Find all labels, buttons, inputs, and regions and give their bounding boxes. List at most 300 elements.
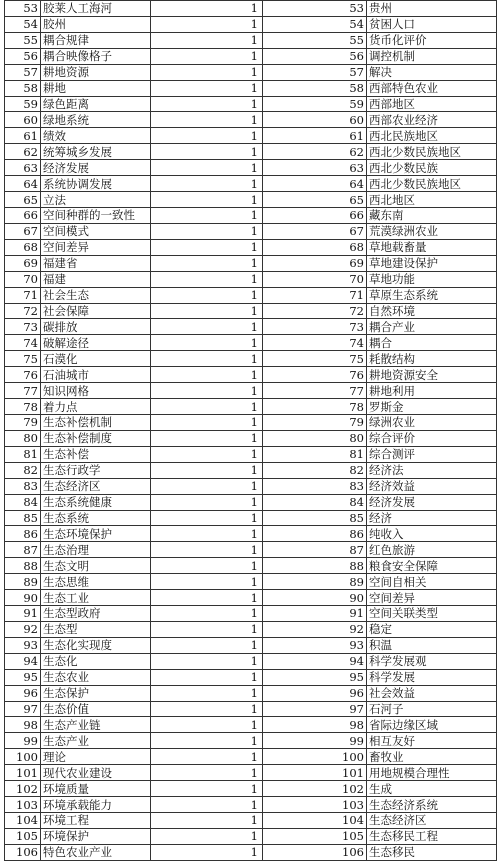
spreadsheet-sheet xyxy=(4,0,496,860)
keyword-right[interactable]: 省际边缘区域 xyxy=(367,717,497,733)
keyword-count[interactable]: 1 xyxy=(151,399,263,415)
keyword-right[interactable]: 西北民族地区 xyxy=(367,128,497,144)
row-index-right[interactable]: 80 xyxy=(263,430,367,446)
keyword-right[interactable]: 石河子 xyxy=(367,701,497,717)
keyword-count[interactable]: 1 xyxy=(151,112,263,128)
row-index-left[interactable]: 73 xyxy=(5,319,41,335)
row-index-left[interactable]: 79 xyxy=(5,414,41,430)
row-index-right[interactable]: 82 xyxy=(263,462,367,478)
row-index-left[interactable]: 90 xyxy=(5,590,41,606)
keyword-left[interactable]: 生态价值 xyxy=(41,701,151,717)
keyword-left[interactable]: 石漠化 xyxy=(41,351,151,367)
keyword-count[interactable]: 1 xyxy=(151,255,263,271)
row-index-right[interactable]: 76 xyxy=(263,367,367,383)
keyword-count[interactable]: 1 xyxy=(151,637,263,653)
keyword-left[interactable]: 耦合映像格子 xyxy=(41,48,151,64)
row-index-left[interactable]: 91 xyxy=(5,606,41,622)
row-index-left[interactable]: 82 xyxy=(5,462,41,478)
row-index-right[interactable]: 86 xyxy=(263,526,367,542)
keyword-left[interactable]: 绿色距离 xyxy=(41,96,151,112)
table-row xyxy=(5,701,497,717)
keyword-count[interactable]: 1 xyxy=(151,319,263,335)
keyword-count[interactable]: 1 xyxy=(151,207,263,223)
keyword-right[interactable]: 罗斯金 xyxy=(367,399,497,415)
table-row xyxy=(5,430,497,446)
row-index-left[interactable]: 88 xyxy=(5,558,41,574)
keyword-right[interactable]: 经济法 xyxy=(367,462,497,478)
row-index-left[interactable]: 102 xyxy=(5,781,41,797)
keyword-count[interactable]: 1 xyxy=(151,685,263,701)
row-index-right[interactable]: 84 xyxy=(263,494,367,510)
keyword-right[interactable]: 草原生态系统 xyxy=(367,287,497,303)
keyword-count[interactable]: 1 xyxy=(151,813,263,829)
row-index-left[interactable]: 54 xyxy=(5,16,41,32)
row-index-right[interactable]: 102 xyxy=(263,781,367,797)
keyword-left[interactable]: 生态环境保护 xyxy=(41,526,151,542)
row-index-right[interactable]: 60 xyxy=(263,112,367,128)
row-index-left[interactable]: 89 xyxy=(5,574,41,590)
row-index-left[interactable]: 62 xyxy=(5,144,41,160)
keyword-count[interactable]: 1 xyxy=(151,510,263,526)
keyword-right[interactable]: 生态移民 xyxy=(367,844,497,860)
keyword-right[interactable]: 西北少数民族 xyxy=(367,160,497,176)
row-index-right[interactable]: 105 xyxy=(263,828,367,844)
keyword-right[interactable]: 草地载畜量 xyxy=(367,239,497,255)
row-index-right[interactable]: 79 xyxy=(263,414,367,430)
row-index-right[interactable]: 103 xyxy=(263,797,367,813)
keyword-right[interactable]: 调控机制 xyxy=(367,48,497,64)
row-index-left[interactable]: 85 xyxy=(5,510,41,526)
keyword-left[interactable]: 生态产业链 xyxy=(41,717,151,733)
row-index-right[interactable]: 73 xyxy=(263,319,367,335)
row-index-left[interactable]: 53 xyxy=(5,1,41,17)
keyword-right[interactable]: 西部特色农业 xyxy=(367,80,497,96)
keyword-count[interactable]: 1 xyxy=(151,828,263,844)
keyword-right[interactable]: 荒漠绿洲农业 xyxy=(367,223,497,239)
keyword-left[interactable]: 耕地 xyxy=(41,80,151,96)
row-index-right[interactable]: 96 xyxy=(263,685,367,701)
keyword-left[interactable]: 生态型 xyxy=(41,621,151,637)
table-row xyxy=(5,399,497,415)
keyword-count[interactable]: 1 xyxy=(151,526,263,542)
row-index-left[interactable]: 55 xyxy=(5,32,41,48)
keyword-count[interactable]: 1 xyxy=(151,653,263,669)
keyword-right[interactable]: 空间差异 xyxy=(367,590,497,606)
row-index-left[interactable]: 92 xyxy=(5,621,41,637)
keyword-left[interactable]: 耕地资源 xyxy=(41,64,151,80)
row-index-right[interactable]: 65 xyxy=(263,192,367,208)
keyword-count[interactable]: 1 xyxy=(151,367,263,383)
row-index-left[interactable]: 70 xyxy=(5,271,41,287)
keyword-right[interactable]: 耦合 xyxy=(367,335,497,351)
keyword-count[interactable]: 1 xyxy=(151,590,263,606)
row-index-right[interactable]: 87 xyxy=(263,542,367,558)
keyword-left[interactable]: 现代农业建设 xyxy=(41,765,151,781)
keyword-count[interactable]: 1 xyxy=(151,669,263,685)
keyword-right[interactable]: 综合评价 xyxy=(367,430,497,446)
keyword-right[interactable]: 西北少数民族地区 xyxy=(367,144,497,160)
keyword-count[interactable]: 1 xyxy=(151,446,263,462)
row-index-left[interactable]: 97 xyxy=(5,701,41,717)
table-row xyxy=(5,733,497,749)
keyword-left[interactable]: 环境保护 xyxy=(41,828,151,844)
row-index-right[interactable]: 85 xyxy=(263,510,367,526)
keyword-count[interactable]: 1 xyxy=(151,32,263,48)
keyword-count[interactable]: 1 xyxy=(151,351,263,367)
table-row xyxy=(5,590,497,606)
keyword-left[interactable]: 绿地系统 xyxy=(41,112,151,128)
keyword-right[interactable]: 贵州 xyxy=(367,1,497,17)
row-index-right[interactable]: 101 xyxy=(263,765,367,781)
keyword-left[interactable]: 生态治理 xyxy=(41,542,151,558)
row-index-left[interactable]: 105 xyxy=(5,828,41,844)
row-index-left[interactable]: 68 xyxy=(5,239,41,255)
keyword-right[interactable]: 相互友好 xyxy=(367,733,497,749)
keyword-count[interactable]: 1 xyxy=(151,64,263,80)
keyword-left[interactable]: 胶莱人工海河 xyxy=(41,1,151,17)
keyword-count[interactable]: 1 xyxy=(151,335,263,351)
row-index-right[interactable]: 66 xyxy=(263,207,367,223)
keyword-right[interactable]: 科学发展 xyxy=(367,669,497,685)
row-index-right[interactable]: 71 xyxy=(263,287,367,303)
keyword-count[interactable]: 1 xyxy=(151,48,263,64)
keyword-right[interactable]: 用地规模合理性 xyxy=(367,765,497,781)
keyword-right[interactable]: 耕地资源安全 xyxy=(367,367,497,383)
keyword-count[interactable]: 1 xyxy=(151,542,263,558)
keyword-left[interactable]: 经济发展 xyxy=(41,160,151,176)
keyword-count[interactable]: 1 xyxy=(151,494,263,510)
row-index-left[interactable]: 87 xyxy=(5,542,41,558)
row-index-left[interactable]: 98 xyxy=(5,717,41,733)
table-row xyxy=(5,223,497,239)
keyword-count[interactable]: 1 xyxy=(151,478,263,494)
row-index-right[interactable]: 91 xyxy=(263,606,367,622)
keyword-count[interactable]: 1 xyxy=(151,1,263,17)
row-index-right[interactable]: 72 xyxy=(263,303,367,319)
keyword-left[interactable]: 生态系统 xyxy=(41,510,151,526)
keyword-right[interactable]: 草地建设保护 xyxy=(367,255,497,271)
keyword-count[interactable]: 1 xyxy=(151,462,263,478)
row-index-right[interactable]: 63 xyxy=(263,160,367,176)
table-row xyxy=(5,574,497,590)
table-row xyxy=(5,207,497,223)
table-row xyxy=(5,749,497,765)
row-index-right[interactable]: 57 xyxy=(263,64,367,80)
keyword-right[interactable]: 绿洲农业 xyxy=(367,414,497,430)
row-index-left[interactable]: 67 xyxy=(5,223,41,239)
row-index-left[interactable]: 71 xyxy=(5,287,41,303)
row-index-right[interactable]: 74 xyxy=(263,335,367,351)
keyword-left[interactable]: 空间模式 xyxy=(41,223,151,239)
keyword-right[interactable]: 经济 xyxy=(367,510,497,526)
row-index-right[interactable]: 90 xyxy=(263,590,367,606)
keyword-left[interactable]: 空间种群的一致性 xyxy=(41,207,151,223)
keyword-left[interactable]: 生态思维 xyxy=(41,574,151,590)
row-index-right[interactable]: 77 xyxy=(263,383,367,399)
keyword-left[interactable]: 社会生态 xyxy=(41,287,151,303)
keyword-right[interactable]: 纯收入 xyxy=(367,526,497,542)
row-index-right[interactable]: 62 xyxy=(263,144,367,160)
keyword-left[interactable]: 统筹城乡发展 xyxy=(41,144,151,160)
keyword-count[interactable]: 1 xyxy=(151,223,263,239)
keyword-count[interactable]: 1 xyxy=(151,414,263,430)
table-row xyxy=(5,239,497,255)
keyword-count[interactable]: 1 xyxy=(151,574,263,590)
table-row xyxy=(5,48,497,64)
row-index-right[interactable]: 67 xyxy=(263,223,367,239)
keyword-left[interactable]: 胶州 xyxy=(41,16,151,32)
row-index-right[interactable]: 64 xyxy=(263,176,367,192)
keyword-count[interactable]: 1 xyxy=(151,430,263,446)
table-row xyxy=(5,64,497,80)
row-index-right[interactable]: 97 xyxy=(263,701,367,717)
keyword-left[interactable]: 破解途径 xyxy=(41,335,151,351)
row-index-left[interactable]: 103 xyxy=(5,797,41,813)
row-index-left[interactable]: 69 xyxy=(5,255,41,271)
keyword-left[interactable]: 环境承载能力 xyxy=(41,797,151,813)
row-index-left[interactable]: 65 xyxy=(5,192,41,208)
keyword-left[interactable]: 生态化实现度 xyxy=(41,637,151,653)
row-index-right[interactable]: 54 xyxy=(263,16,367,32)
row-index-left[interactable]: 58 xyxy=(5,80,41,96)
keyword-right[interactable]: 积温 xyxy=(367,637,497,653)
keyword-left[interactable]: 生态文明 xyxy=(41,558,151,574)
row-index-right[interactable]: 106 xyxy=(263,844,367,860)
keyword-left[interactable]: 生态行政学 xyxy=(41,462,151,478)
row-index-left[interactable]: 96 xyxy=(5,685,41,701)
row-index-right[interactable]: 92 xyxy=(263,621,367,637)
keyword-right[interactable]: 耦合产业 xyxy=(367,319,497,335)
keyword-left[interactable]: 福建省 xyxy=(41,255,151,271)
row-index-right[interactable]: 78 xyxy=(263,399,367,415)
row-index-left[interactable]: 77 xyxy=(5,383,41,399)
table-row xyxy=(5,192,497,208)
keyword-left[interactable]: 知识网格 xyxy=(41,383,151,399)
keyword-count[interactable]: 1 xyxy=(151,621,263,637)
table-row xyxy=(5,462,497,478)
table-row xyxy=(5,558,497,574)
row-index-left[interactable]: 74 xyxy=(5,335,41,351)
row-index-left[interactable]: 59 xyxy=(5,96,41,112)
keyword-count[interactable]: 1 xyxy=(151,144,263,160)
keyword-right[interactable]: 经济发展 xyxy=(367,494,497,510)
keyword-count[interactable]: 1 xyxy=(151,781,263,797)
row-index-right[interactable]: 95 xyxy=(263,669,367,685)
row-index-right[interactable]: 89 xyxy=(263,574,367,590)
keyword-count[interactable]: 1 xyxy=(151,287,263,303)
table-row xyxy=(5,16,497,32)
row-index-left[interactable]: 83 xyxy=(5,478,41,494)
keyword-left[interactable]: 绩效 xyxy=(41,128,151,144)
row-index-left[interactable]: 66 xyxy=(5,207,41,223)
row-index-left[interactable]: 72 xyxy=(5,303,41,319)
row-index-left[interactable]: 95 xyxy=(5,669,41,685)
keyword-count[interactable]: 1 xyxy=(151,16,263,32)
keyword-left[interactable]: 生态工业 xyxy=(41,590,151,606)
keyword-left[interactable]: 特色农业产业 xyxy=(41,844,151,860)
keyword-right[interactable]: 空间关联类型 xyxy=(367,606,497,622)
keyword-right[interactable]: 西北地区 xyxy=(367,192,497,208)
keyword-left[interactable]: 理论 xyxy=(41,749,151,765)
row-index-left[interactable]: 64 xyxy=(5,176,41,192)
keyword-count[interactable]: 1 xyxy=(151,765,263,781)
keyword-left[interactable]: 碳排放 xyxy=(41,319,151,335)
table-row xyxy=(5,367,497,383)
keyword-left[interactable]: 环境质量 xyxy=(41,781,151,797)
table-row xyxy=(5,1,497,17)
table-row xyxy=(5,478,497,494)
keyword-left[interactable]: 生态补偿 xyxy=(41,446,151,462)
keyword-left[interactable]: 社会保障 xyxy=(41,303,151,319)
row-index-left[interactable]: 93 xyxy=(5,637,41,653)
keyword-left[interactable]: 生态系统健康 xyxy=(41,494,151,510)
keyword-left[interactable]: 立法 xyxy=(41,192,151,208)
row-index-right[interactable]: 58 xyxy=(263,80,367,96)
keyword-right[interactable]: 科学发展观 xyxy=(367,653,497,669)
row-index-right[interactable]: 61 xyxy=(263,128,367,144)
row-index-left[interactable]: 101 xyxy=(5,765,41,781)
keyword-count[interactable]: 1 xyxy=(151,797,263,813)
keyword-left[interactable]: 系统协调发展 xyxy=(41,176,151,192)
keyword-right[interactable]: 西北少数民族地区 xyxy=(367,176,497,192)
keyword-right[interactable]: 粮食安全保障 xyxy=(367,558,497,574)
row-index-left[interactable]: 104 xyxy=(5,813,41,829)
table-row xyxy=(5,128,497,144)
table-row xyxy=(5,303,497,319)
row-index-right[interactable]: 55 xyxy=(263,32,367,48)
keyword-left[interactable]: 环境工程 xyxy=(41,813,151,829)
keyword-left[interactable]: 生态农业 xyxy=(41,669,151,685)
row-index-right[interactable]: 98 xyxy=(263,717,367,733)
keyword-left[interactable]: 生态经济区 xyxy=(41,478,151,494)
keyword-right[interactable]: 藏东南 xyxy=(367,207,497,223)
table-row xyxy=(5,685,497,701)
keyword-right[interactable]: 生成 xyxy=(367,781,497,797)
row-index-left[interactable]: 78 xyxy=(5,399,41,415)
keyword-count[interactable]: 1 xyxy=(151,303,263,319)
row-index-left[interactable]: 60 xyxy=(5,112,41,128)
row-index-right[interactable]: 56 xyxy=(263,48,367,64)
row-index-right[interactable]: 83 xyxy=(263,478,367,494)
keyword-left[interactable]: 着力点 xyxy=(41,399,151,415)
keyword-left[interactable]: 生态保护 xyxy=(41,685,151,701)
keyword-count[interactable]: 1 xyxy=(151,160,263,176)
row-index-right[interactable]: 53 xyxy=(263,1,367,17)
keyword-right[interactable]: 生态经济系统 xyxy=(367,797,497,813)
keyword-count[interactable]: 1 xyxy=(151,701,263,717)
row-index-left[interactable]: 99 xyxy=(5,733,41,749)
keyword-right[interactable]: 解决 xyxy=(367,64,497,80)
row-index-left[interactable]: 81 xyxy=(5,446,41,462)
keyword-right[interactable]: 空间自相关 xyxy=(367,574,497,590)
row-index-left[interactable]: 84 xyxy=(5,494,41,510)
table-row xyxy=(5,351,497,367)
keyword-count[interactable]: 1 xyxy=(151,271,263,287)
table-row xyxy=(5,669,497,685)
keyword-right[interactable]: 生态移民工程 xyxy=(367,828,497,844)
keyword-count[interactable]: 1 xyxy=(151,606,263,622)
keyword-left[interactable]: 生态型政府 xyxy=(41,606,151,622)
row-index-right[interactable]: 68 xyxy=(263,239,367,255)
keyword-count[interactable]: 1 xyxy=(151,176,263,192)
keyword-left[interactable]: 石油城市 xyxy=(41,367,151,383)
keyword-left[interactable]: 空间差异 xyxy=(41,239,151,255)
keyword-right[interactable]: 西部地区 xyxy=(367,96,497,112)
keyword-right[interactable]: 综合测评 xyxy=(367,446,497,462)
keyword-left[interactable]: 耦合规律 xyxy=(41,32,151,48)
row-index-left[interactable]: 75 xyxy=(5,351,41,367)
keyword-count[interactable]: 1 xyxy=(151,383,263,399)
keyword-count[interactable]: 1 xyxy=(151,844,263,860)
row-index-left[interactable]: 56 xyxy=(5,48,41,64)
keyword-left[interactable]: 福建 xyxy=(41,271,151,287)
keyword-right[interactable]: 草地功能 xyxy=(367,271,497,287)
row-index-right[interactable]: 88 xyxy=(263,558,367,574)
keyword-right[interactable]: 贫困人口 xyxy=(367,16,497,32)
keyword-left[interactable]: 生态补偿制度 xyxy=(41,430,151,446)
row-index-left[interactable]: 57 xyxy=(5,64,41,80)
keyword-right[interactable]: 自然环境 xyxy=(367,303,497,319)
row-index-left[interactable]: 63 xyxy=(5,160,41,176)
row-index-left[interactable]: 106 xyxy=(5,844,41,860)
table-row xyxy=(5,287,497,303)
keyword-count[interactable]: 1 xyxy=(151,733,263,749)
keyword-count[interactable]: 1 xyxy=(151,239,263,255)
keyword-left[interactable]: 生态补偿机制 xyxy=(41,414,151,430)
keyword-count[interactable]: 1 xyxy=(151,128,263,144)
row-index-right[interactable]: 59 xyxy=(263,96,367,112)
row-index-left[interactable]: 76 xyxy=(5,367,41,383)
keyword-right[interactable]: 稳定 xyxy=(367,621,497,637)
keyword-right[interactable]: 生态经济区 xyxy=(367,813,497,829)
keyword-count[interactable]: 1 xyxy=(151,717,263,733)
row-index-right[interactable]: 94 xyxy=(263,653,367,669)
keyword-right[interactable]: 西部农业经济 xyxy=(367,112,497,128)
keyword-count[interactable]: 1 xyxy=(151,96,263,112)
table-row xyxy=(5,813,497,829)
row-index-left[interactable]: 100 xyxy=(5,749,41,765)
row-index-right[interactable]: 70 xyxy=(263,271,367,287)
keyword-right[interactable]: 经济效益 xyxy=(367,478,497,494)
row-index-right[interactable]: 81 xyxy=(263,446,367,462)
row-index-right[interactable]: 104 xyxy=(263,813,367,829)
keyword-right[interactable]: 社会效益 xyxy=(367,685,497,701)
row-index-right[interactable]: 99 xyxy=(263,733,367,749)
keyword-right[interactable]: 红色旅游 xyxy=(367,542,497,558)
keyword-count[interactable]: 1 xyxy=(151,749,263,765)
keyword-left[interactable]: 生态化 xyxy=(41,653,151,669)
keyword-left[interactable]: 生态产业 xyxy=(41,733,151,749)
table-row xyxy=(5,414,497,430)
keyword-right[interactable]: 耕地利用 xyxy=(367,383,497,399)
row-index-left[interactable]: 94 xyxy=(5,653,41,669)
keyword-count[interactable]: 1 xyxy=(151,192,263,208)
row-index-left[interactable]: 61 xyxy=(5,128,41,144)
table-row xyxy=(5,653,497,669)
row-index-left[interactable]: 80 xyxy=(5,430,41,446)
keyword-right[interactable]: 畜牧业 xyxy=(367,749,497,765)
keyword-right[interactable]: 货币化评价 xyxy=(367,32,497,48)
table-row xyxy=(5,80,497,96)
row-index-right[interactable]: 100 xyxy=(263,749,367,765)
keyword-count[interactable]: 1 xyxy=(151,558,263,574)
keyword-right[interactable]: 耗散结构 xyxy=(367,351,497,367)
row-index-right[interactable]: 69 xyxy=(263,255,367,271)
row-index-right[interactable]: 93 xyxy=(263,637,367,653)
keyword-count[interactable]: 1 xyxy=(151,80,263,96)
row-index-left[interactable]: 86 xyxy=(5,526,41,542)
row-index-right[interactable]: 75 xyxy=(263,351,367,367)
